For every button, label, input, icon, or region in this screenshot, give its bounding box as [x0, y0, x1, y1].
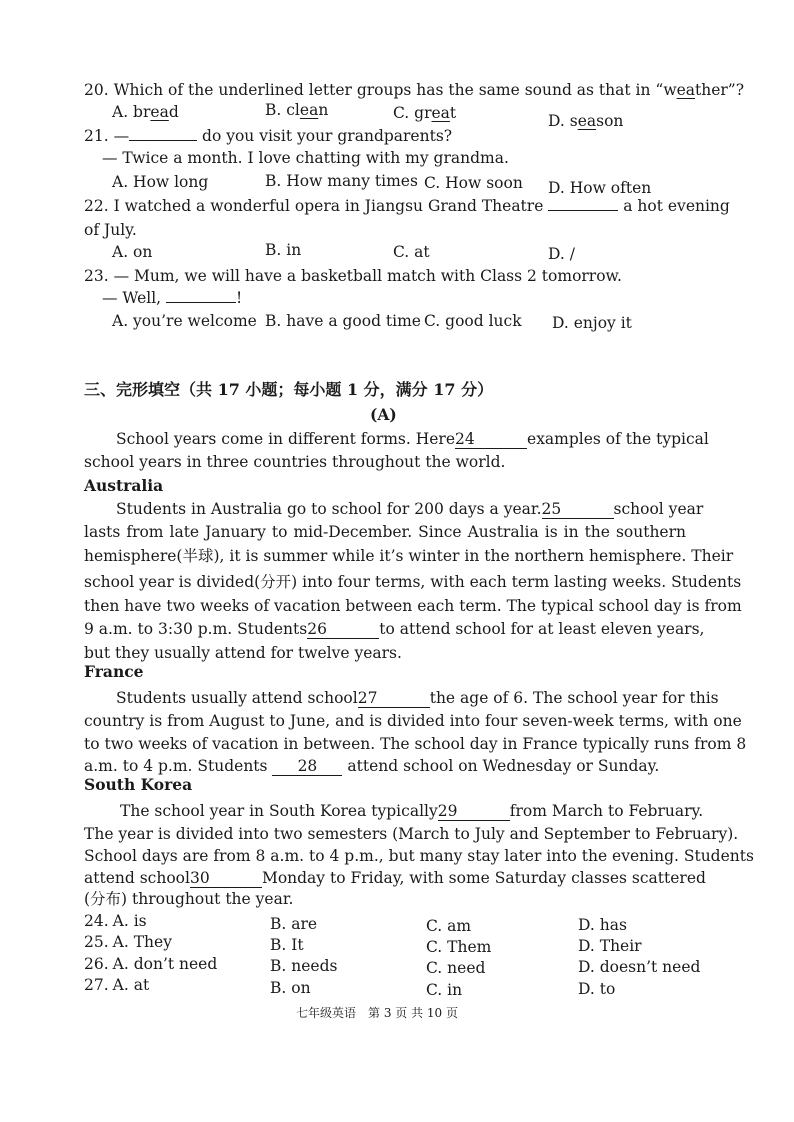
option: B. on: [270, 979, 311, 997]
answer-row-25: 25. A. They: [84, 933, 172, 951]
q22-option-a: A. on: [112, 243, 153, 261]
passage-line: School days are from 8 a.m. to 4 p.m., but many stay later into the evening. Students: [84, 847, 754, 865]
blank-28[interactable]: 28: [272, 758, 342, 776]
q21-option-d: D. How often: [548, 179, 652, 197]
passage-line: (分布) throughout the year.: [84, 890, 294, 908]
answer-row-26: 26. A. don’t need: [84, 955, 218, 973]
option: D. to: [578, 980, 616, 998]
australia-title: Australia: [84, 476, 164, 495]
passage-line: The school year in South Korea typically29 from March to February.: [120, 802, 704, 820]
q23-option-d: D. enjoy it: [552, 314, 632, 332]
q20-option-b: B. clean: [265, 101, 329, 119]
blank-29[interactable]: 29: [438, 803, 510, 821]
blank-27[interactable]: 27: [358, 690, 430, 708]
answer-blank[interactable]: [166, 302, 236, 303]
passage-line: The year is divided into two semesters (March to July and September to February).: [84, 825, 739, 843]
passage-line: Students usually attend school27 the age of 6. The school year for this: [116, 689, 719, 707]
option: C. need: [426, 959, 486, 977]
passage-line: but they usually attend for twelve years.: [84, 644, 402, 662]
passage-line: 9 a.m. to 3:30 p.m. Students26 to attend school for at least eleven years,: [84, 620, 705, 638]
passage-line: Students in Australia go to school for 200 days a year.25 school year: [116, 500, 704, 518]
passage-line: to two weeks of vacation in between. The school day in France typically runs from 8: [84, 735, 747, 753]
q21-option-a: A. How long: [112, 173, 209, 191]
answer-row-24: 24. A. is: [84, 912, 147, 930]
option: D. has: [578, 916, 627, 934]
q21-stem: 21. — do you visit your grandparents?: [84, 127, 453, 145]
option: B. are: [270, 915, 318, 933]
q23-option-b: B. have a good time: [265, 312, 421, 330]
answer-blank[interactable]: [129, 140, 197, 141]
option: B. It: [270, 936, 304, 954]
passage-line: school year is divided(分开) into four terms, with each term lasting weeks. Students: [84, 573, 742, 591]
q20-option-c: C. great: [393, 104, 457, 122]
q22-option-c: C. at: [393, 243, 430, 261]
passage-line: attend school30 Monday to Friday, with some Saturday classes scattered: [84, 869, 706, 887]
blank-24[interactable]: 24: [455, 431, 527, 449]
option: C. in: [426, 981, 463, 999]
blank-26[interactable]: 26: [307, 621, 379, 639]
q20-stem: 20. Which of the underlined letter groups has the same sound as that in “weather”?: [84, 81, 745, 99]
option: D. Their: [578, 937, 642, 955]
q20-option-d: D. season: [548, 112, 624, 130]
option: B. needs: [270, 957, 338, 975]
option: D. doesn’t need: [578, 958, 701, 976]
passage-line: lasts from late January to mid-December. Since Australia is in the southern: [84, 523, 686, 541]
q22-option-d: D. /: [548, 245, 575, 263]
passage-line: then have two weeks of vacation between each term. The typical school day is from: [84, 597, 742, 615]
q22-stem-cont: of July.: [84, 221, 137, 239]
q22-stem: 22. I watched a wonderful opera in Jiangsu Grand Theatre a hot evening: [84, 197, 730, 215]
passage-line: country is from August to June, and is divided into four seven-week terms, with one: [84, 712, 742, 730]
q23-stem: 23. — Mum, we will have a basketball match with Class 2 tomorrow.: [84, 267, 622, 285]
q23-option-a: A. you’re welcome: [112, 312, 257, 330]
passage-line: a.m. to 4 p.m. Students 28 attend school on Wednesday or Sunday.: [84, 757, 660, 775]
blank-25[interactable]: 25: [542, 501, 614, 519]
part-label: (A): [370, 405, 397, 424]
option: C. Them: [426, 938, 492, 956]
q23-option-c: C. good luck: [424, 312, 522, 330]
france-title: France: [84, 662, 144, 681]
q21-option-c: C. How soon: [424, 174, 523, 192]
q22-option-b: B. in: [265, 241, 302, 259]
q20-option-a: A. bread: [112, 103, 179, 121]
blank-30[interactable]: 30: [190, 870, 262, 888]
q21-option-b: B. How many times: [265, 172, 418, 190]
q21-reply: — Twice a month. I love chatting with my grandma.: [102, 149, 509, 167]
passage-line: school years in three countries throughout the world.: [84, 453, 506, 471]
korea-title: South Korea: [84, 775, 193, 794]
page-footer: 七年级英语 第 3 页 共 10 页: [296, 1006, 458, 1020]
option: C. am: [426, 917, 472, 935]
passage-line: School years come in different forms. Here24 examples of the typical: [116, 430, 709, 448]
passage-line: hemisphere(半球), it is summer while it’s winter in the northern hemisphere. Their: [84, 547, 734, 565]
q23-reply: — Well, !: [102, 289, 243, 307]
answer-blank[interactable]: [548, 210, 618, 211]
answer-row-27: 27. A. at: [84, 976, 150, 994]
section-heading: 三、完形填空（共 17 小题；每小题 1 分，满分 17 分）: [84, 380, 494, 399]
